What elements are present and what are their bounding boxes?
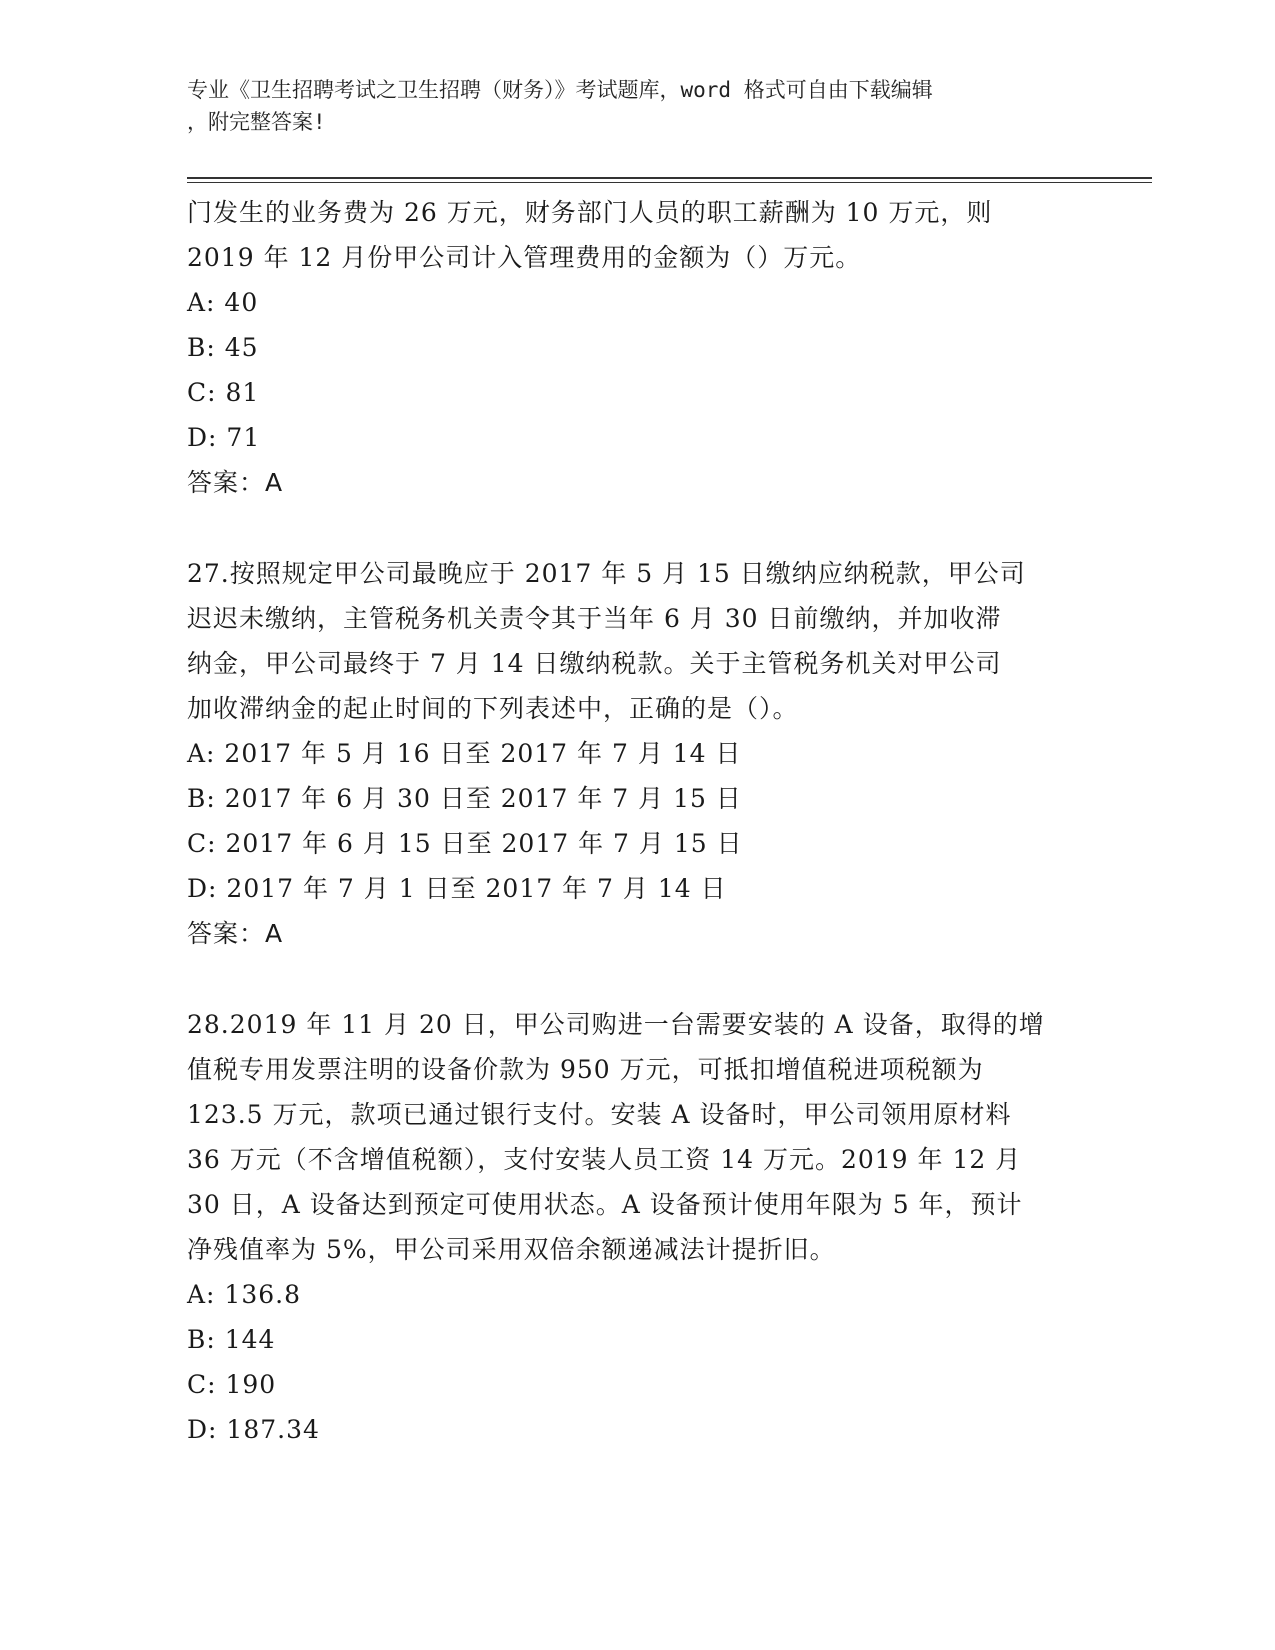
question-28-option-a: A: 136.8	[187, 1280, 301, 1309]
answer-value: A	[265, 468, 284, 497]
question-26-option-c: C: 81	[187, 378, 260, 407]
header-line-2: ，附完整答案!	[187, 110, 326, 134]
header-line-1: 专业《卫生招聘考试之卫生招聘（财务）》考试题库，word 格式可自由下载编辑	[187, 78, 933, 102]
question-27-option-a: A: 2017 年 5 月 16 日至 2017 年 7 月 14 日	[187, 739, 742, 768]
question-28-text-line-4: 36 万元（不含增值税额），支付安装人员工资 14 万元。2019 年 12 月	[187, 1145, 1022, 1174]
question-26-option-b: B: 45	[187, 333, 259, 362]
question-27	[187, 551, 1077, 956]
question-28-option-d: D: 187.34	[187, 1415, 320, 1444]
question-26	[187, 190, 1077, 505]
question-28-option-c: C: 190	[187, 1370, 277, 1399]
question-26-option-d: D: 71	[187, 423, 261, 452]
question-26-text-line-1: 门发生的业务费为 26 万元，财务部门人员的职工薪酬为 10 万元，则	[187, 198, 993, 227]
question-27-answer	[187, 911, 1077, 956]
question-28-text-line-5: 30 日，A 设备达到预定可使用状态。A 设备预计使用年限为 5 年，预计	[187, 1190, 1023, 1219]
question-28-text-line-6: 净残值率为 5%，甲公司采用双倍余额递减法计提折旧。	[187, 1235, 836, 1264]
question-28-text-line-1: 28.2019 年 11 月 20 日，甲公司购进一台需要安装的 A 设备，取得的增	[187, 1010, 1045, 1039]
question-28	[187, 1002, 1077, 1452]
question-27-option-d: D: 2017 年 7 月 1 日至 2017 年 7 月 14 日	[187, 874, 727, 903]
question-28-text-line-2: 值税专用发票注明的设备价款为 950 万元，可抵扣增值税进项税额为	[187, 1055, 984, 1084]
answer-label: 答案：	[187, 468, 266, 497]
header-divider-thin	[187, 182, 1152, 183]
header-divider-thick	[187, 177, 1152, 179]
question-27-text-line-2: 迟迟未缴纳，主管税务机关责令其于当年 6 月 30 日前缴纳，并加收滞	[187, 604, 1002, 633]
question-26-answer	[187, 460, 1077, 505]
question-28-text-line-3: 123.5 万元，款项已通过银行支付。安装 A 设备时，甲公司领用原材料	[187, 1100, 1012, 1129]
question-26-text-line-2: 2019 年 12 月份甲公司计入管理费用的金额为（）万元。	[187, 243, 862, 272]
document-body	[187, 190, 1077, 1452]
question-28-option-b: B: 144	[187, 1325, 276, 1354]
question-27-text-line-1: 27.按照规定甲公司最晚应于 2017 年 5 月 15 日缴纳应纳税款，甲公司	[187, 559, 1026, 588]
document-header	[187, 74, 1067, 138]
answer-label: 答案：	[187, 919, 266, 948]
question-27-text-line-4: 加收滞纳金的起止时间的下列表述中，正确的是（）。	[187, 694, 799, 723]
answer-value: A	[265, 919, 284, 948]
question-27-text-line-3: 纳金，甲公司最终于 7 月 14 日缴纳税款。关于主管税务机关对甲公司	[187, 649, 1002, 678]
question-27-option-b: B: 2017 年 6 月 30 日至 2017 年 7 月 15 日	[187, 784, 742, 813]
question-27-option-c: C: 2017 年 6 月 15 日至 2017 年 7 月 15 日	[187, 829, 743, 858]
question-26-option-a: A: 40	[187, 288, 259, 317]
